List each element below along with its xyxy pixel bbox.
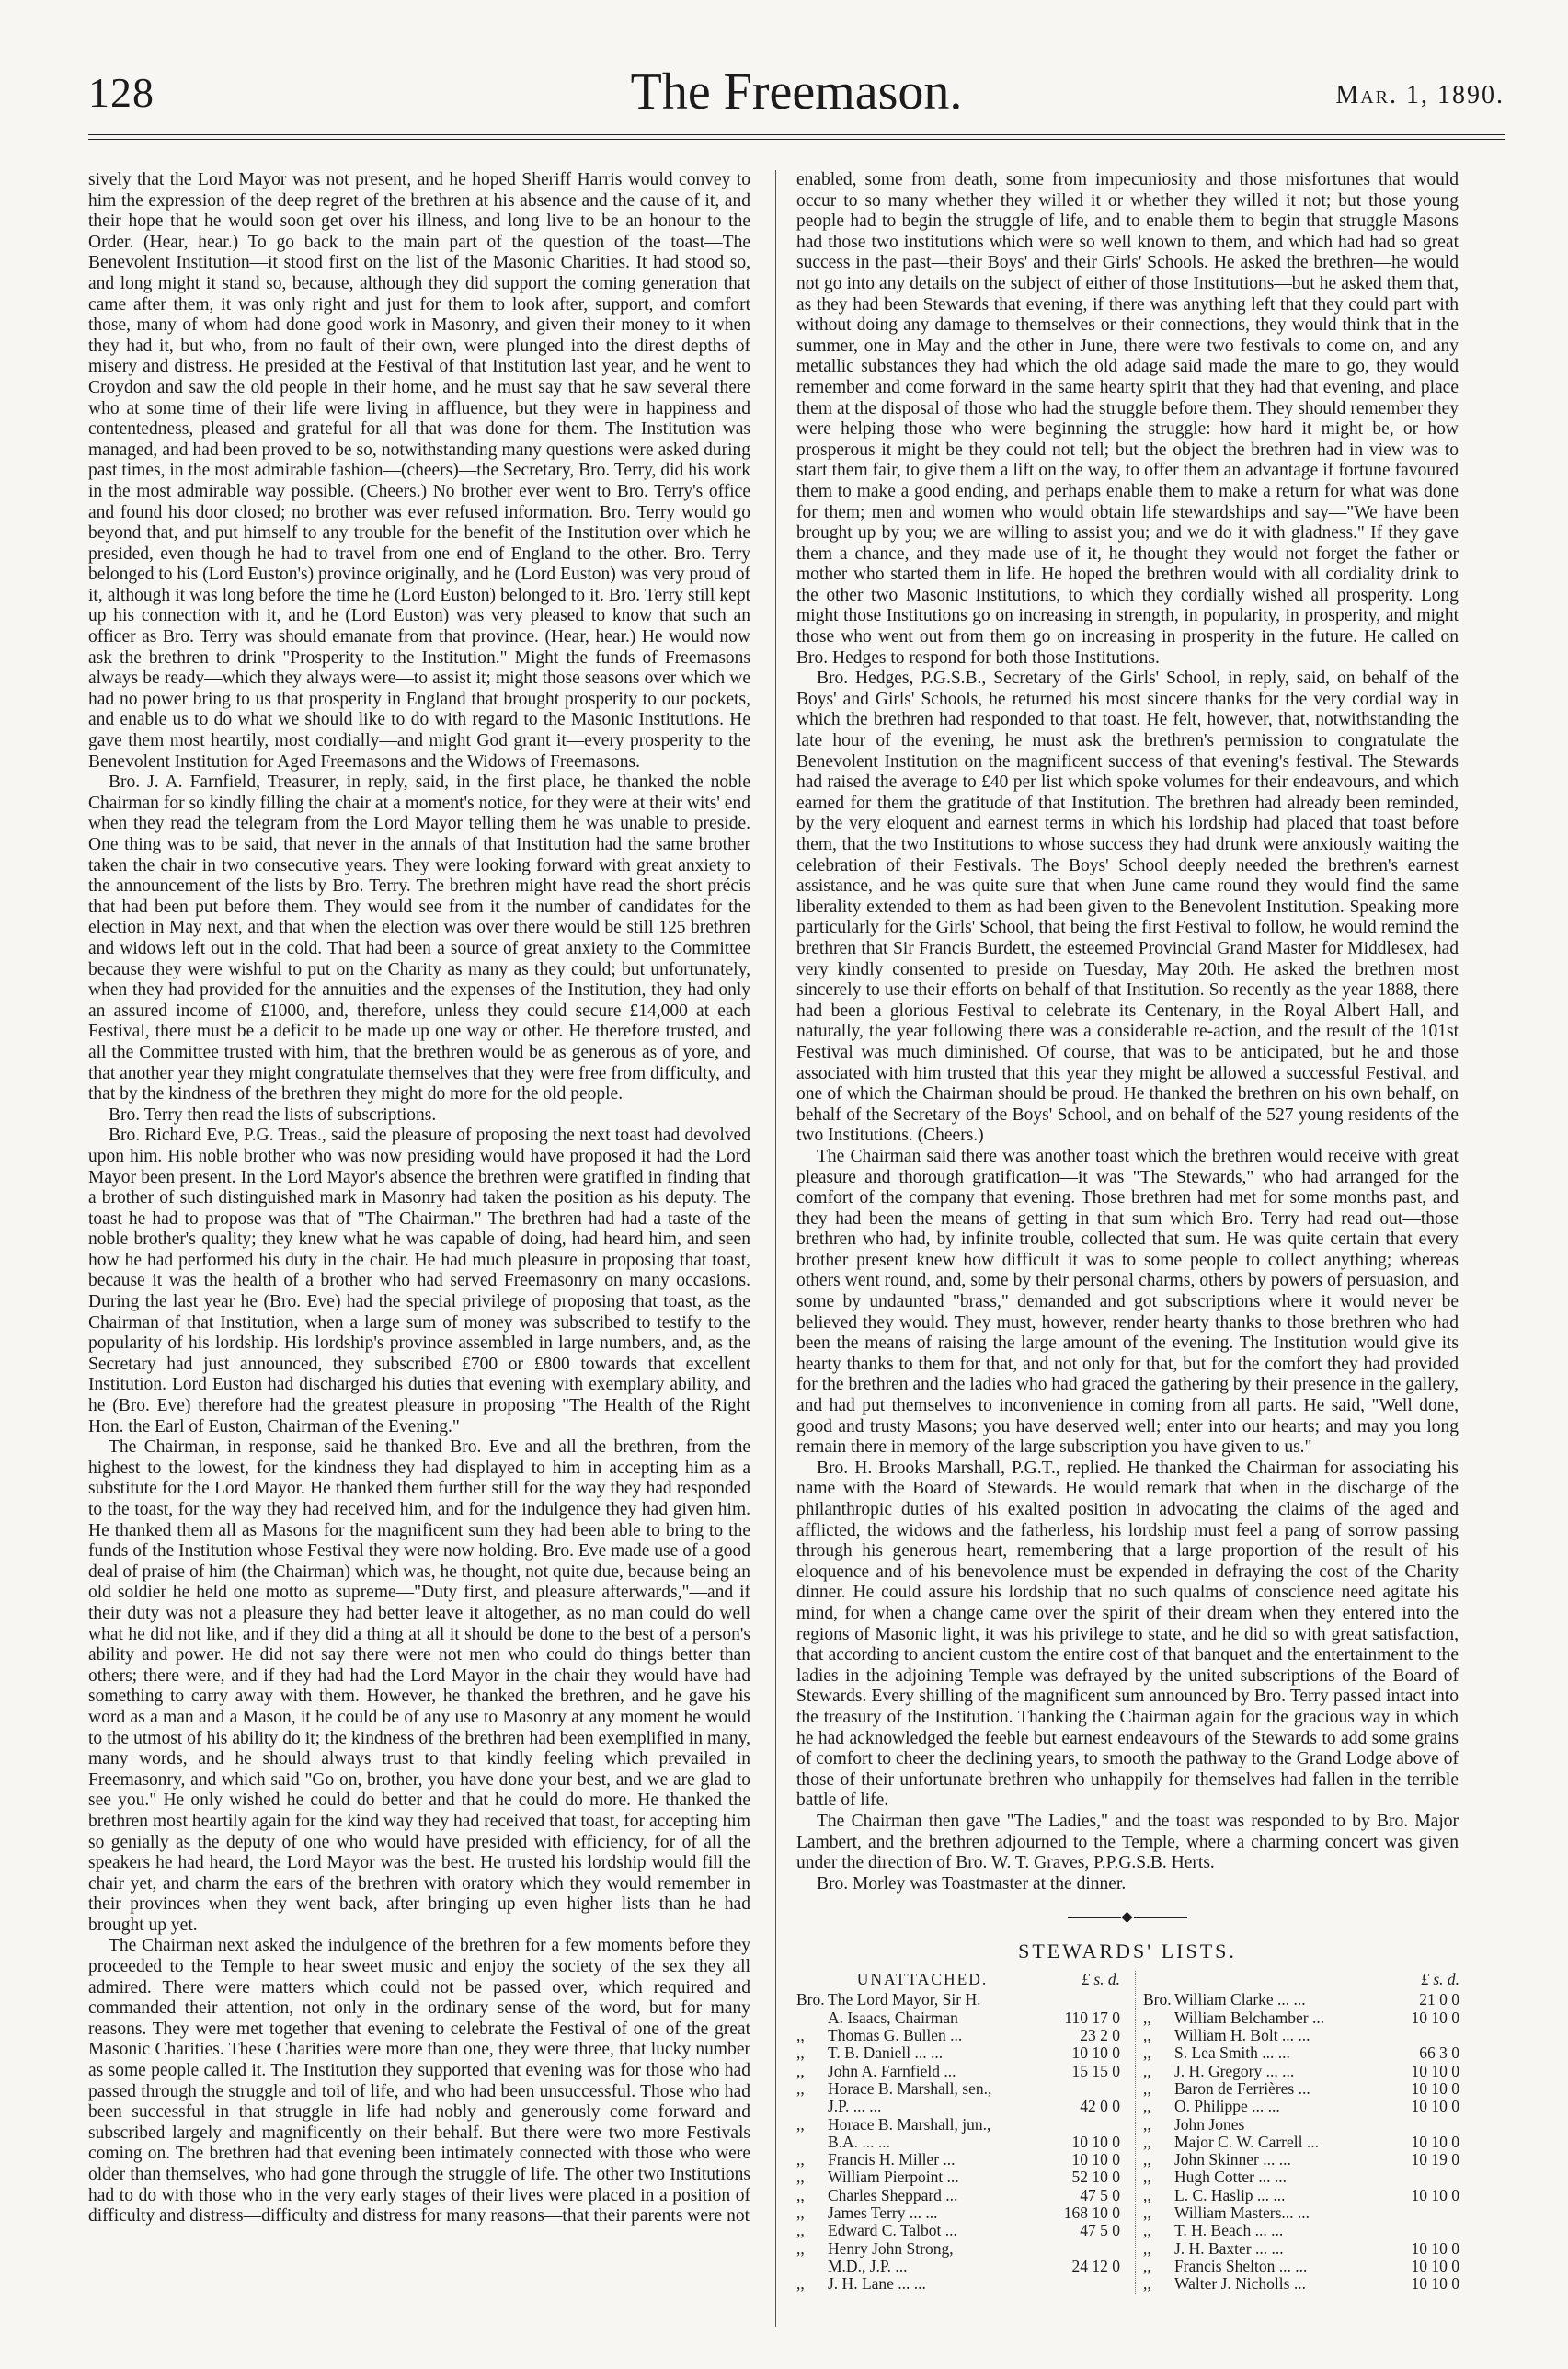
steward-row xyxy=(796,1991,1120,2008)
steward-name: T. B. Daniell ... ... xyxy=(828,2044,944,2063)
steward-amount: 21 0 0 xyxy=(1419,1991,1459,2009)
steward-name: John Jones xyxy=(1174,2115,1245,2134)
steward-name: The Lord Mayor, Sir H. xyxy=(828,1991,981,2009)
steward-prefix: ,, xyxy=(796,2239,805,2258)
steward-amount xyxy=(1379,2027,1459,2044)
steward-amount: 10 10 0 xyxy=(1411,2079,1459,2098)
steward-row xyxy=(796,2275,1120,2293)
steward-name: William Belchamber ... xyxy=(1174,2008,1325,2027)
steward-amount: 10 10 0 xyxy=(1411,2275,1459,2294)
steward-prefix: ,, xyxy=(796,2222,805,2240)
steward-name: Francis Shelton ... ... xyxy=(1174,2257,1308,2275)
steward-name: J. H. Gregory ... ... xyxy=(1174,2062,1295,2080)
steward-prefix: ,, xyxy=(1143,2222,1151,2240)
steward-amount: 15 15 0 xyxy=(1071,2062,1120,2080)
steward-name: M.D., J.P. ... xyxy=(828,2257,908,2275)
steward-amount xyxy=(1039,2240,1120,2258)
steward-row xyxy=(1143,2080,1459,2098)
article-paragraph: The Chairman said there was another toast which the brethren would receive with great pleasure and thorough gratification—it was "The Stewards," who had arranged for the comfort of the company that evening. Those brethren had met for some months past, and they had been the means of getting in that sum which Bro. Terry had read out—those brethren who had, by infinite trouble, collected that sum. He was quite certain that every brother present knew how difficult it was to some people to collect anything; whereas others went round, and, some by their personal charms, others by powers of persuasion, and some by undaunted "brass," demanded and got subscriptions where it would never be believed they would. They must, however, render hearty thanks to those brethren who had been the means of raising the large amount of the evening. The Institution would give its hearty thanks to them for that, and not only for that, but for the comfort they had provided for the brethren and the ladies who had graced the gathering by their presence in the gallery, and had put themselves to inconvenience in coming from all parts. He said, "Well done, good and trusty Masons; you have deserved well; enter into our hearts; and may you long remain there in memory of the large subscription you have given to us." xyxy=(796,1146,1459,1458)
steward-row xyxy=(796,2009,1120,2027)
steward-amount: 42 0 0 xyxy=(1080,2098,1120,2116)
amount-heading: £ s. d. xyxy=(1421,1970,1459,1989)
steward-amount: 110 17 0 xyxy=(1064,2008,1120,2027)
steward-row xyxy=(796,2187,1120,2204)
steward-name: Thomas G. Bullen ... xyxy=(828,2027,963,2045)
steward-prefix: ,, xyxy=(796,2151,805,2169)
right-column xyxy=(796,170,1459,2302)
steward-name: William Clarke ... ... xyxy=(1174,1991,1306,2009)
steward-name: James Terry ... ... xyxy=(828,2204,938,2223)
steward-amount xyxy=(1379,2169,1459,2186)
steward-name: T. H. Beach ... ... xyxy=(1174,2222,1284,2240)
steward-amount xyxy=(1039,2080,1120,2098)
steward-row xyxy=(796,2027,1120,2044)
steward-name: J.P. ... ... xyxy=(828,2098,882,2116)
steward-row xyxy=(1143,2222,1459,2239)
article-paragraph: enabled, some from death, some from impecuniosity and those misfortunes that would occur to so many whether they willed it or whether they willed it not; but those young people had to begin the struggle of life, and to enable them to begin that struggle Masons had those two institutions which were so well known to them, and which had had so great success in the past—their Boys' and their Girls' Schools. He asked the brethren—he would not go into any details on the subject of either of those Institutions—but he asked them that, as they had been Stewards that evening, if there was anything left that they could part with without doing any damage to themselves or their connections, they would think that in the summer, one in May and the other in June, there were two festivals to come on, and any metallic substances they had which the old adage said made the mare to go, they would remember and come forward in the same hearty spirit that they had that evening, and place them at the disposal of those who had the struggle before them. They should remember they were helping those who were beginning the struggle: how hard it might be, or how prosperous it might be they could not tell; but the object the brethren had in view was to start them fair, to give them a lift on the way, to offer them an advantage if fortune favoured them to make a good ending, and perhaps enable them to make a return for what was done for them; men and women who would obtain life stewardships and say—"We have been brought up by you; we are willing to assist you; and we do it with gladness." If they gave them a chance, and they made use of it, he thought they would not forget the father or mother who started them in life. He hoped the brethren would with all cordiality drink to the other two Masonic Institutions, to which they cordially wished all prosperity. Long might those Institutions go on increasing in strength, in popularity, in prosperity, and might those who went out from them go on increasing in prosperity in the future. He called on Bro. Hedges to respond for both those Institutions. xyxy=(796,170,1459,668)
steward-row xyxy=(1143,2134,1459,2151)
steward-row xyxy=(796,2240,1120,2258)
steward-amount: 10 10 0 xyxy=(1071,2151,1120,2169)
steward-row xyxy=(1143,2009,1459,2027)
steward-row xyxy=(796,2169,1120,2186)
steward-row xyxy=(1143,2275,1459,2293)
steward-amount: 10 10 0 xyxy=(1411,2062,1459,2080)
steward-prefix xyxy=(796,2134,828,2151)
stewards-lists xyxy=(796,1971,1459,2302)
steward-prefix: ,, xyxy=(1143,2008,1151,2027)
steward-name: B.A. ... ... xyxy=(828,2133,891,2151)
steward-row xyxy=(1143,2027,1459,2044)
steward-amount: 10 10 0 xyxy=(1071,2044,1120,2063)
stewards-list-left xyxy=(796,1971,1120,2293)
steward-row xyxy=(1143,2151,1459,2169)
steward-amount: 23 2 0 xyxy=(1080,2027,1120,2045)
article-paragraph: Bro. Terry then read the lists of subscriptions. xyxy=(109,1104,437,1125)
steward-prefix: ,, xyxy=(1143,2133,1151,2151)
steward-row xyxy=(1143,2187,1459,2204)
steward-amount: 10 10 0 xyxy=(1411,2133,1459,2151)
steward-name: William H. Bolt ... ... xyxy=(1174,2027,1310,2045)
steward-row xyxy=(796,2134,1120,2151)
steward-prefix: ,, xyxy=(1143,2239,1151,2258)
article-paragraph: Bro. Richard Eve, P.G. Treas., said the pleasure of proposing the next toast had devolved upon him. His noble brother who was now presiding would have proposed it had the Lord Mayor been present. In the Lord Mayor's absence the brethren were gratified in finding that a brother of such distinguished mark in Masonry had taken the position as his deputy. The toast he had to propose was that of "The Chairman." The brethren had had a taste of the noble brother's quality; they knew what he was capable of doing, had heard him, and seen how he had performed his duty in the chair. He had much pleasure in proposing that toast, because it was the health of a brother who had served Freemasonry on many occasions. During the last year he (Bro. Eve) had the special privilege of proposing that toast, as the Chairman of that Institution, when a large sum of money was subscribed to testify to the popularity of his lordship. His lordship's province assembled in large numbers, and, as the Secretary had just announced, they subscribed £700 or £800 towards that excellent Institution. Lord Euston had discharged his duties that evening with exemplary ability, and he (Bro. Eve) therefore had the greatest pleasure in proposing "The Health of the Right Hon. the Earl of Euston, Chairman of the Evening." xyxy=(88,1126,750,1436)
steward-name: Walter J. Nicholls ... xyxy=(1174,2275,1306,2294)
list-heading xyxy=(1143,1971,1459,1991)
steward-row xyxy=(1143,1991,1459,2008)
steward-name: S. Lea Smith ... ... xyxy=(1174,2044,1290,2063)
masthead-rule-top xyxy=(88,134,1505,135)
steward-row xyxy=(1143,2044,1459,2062)
steward-name: Francis H. Miller ... xyxy=(828,2151,956,2169)
steward-prefix: ,, xyxy=(1143,2044,1151,2063)
steward-row xyxy=(1143,2116,1459,2134)
steward-amount: 52 10 0 xyxy=(1071,2169,1120,2187)
steward-name: Horace B. Marshall, jun., xyxy=(828,2115,991,2134)
issue-date: Mar. 1, 1890. xyxy=(1335,81,1505,109)
masthead-rule-bottom xyxy=(88,139,1505,140)
steward-amount xyxy=(1379,2116,1459,2134)
steward-name: Baron de Ferrières ... xyxy=(1174,2079,1310,2098)
article-paragraph: The Chairman, in response, said he thanked Bro. Eve and all the brethren, from the highest to the lowest, for the kindness they had displayed to him in accepting him as a substitute for the Lord Mayor. He thanked them further still for the way they had responded to the toast, for the way they had received him, and for the indulgence they had given him. He thanked them all as Masons for the magnificent sum they had been able to bring to the funds of the Institution whose Festival they were now holding. Bro. Eve made use of a good deal of praise of him (the Chairman) which was, he thought, not quite due, because being an old soldier he held one motto as supreme—"Duty first, and pleasure afterwards,"—and if their duty was not a pleasure they had better leave it altogether, as no man could do well what he did not like, and if they did a thing at all it should be done to the best of a person's ability and power. He did not say there were not men who could do things better than others; there were, and if they had had the Lord Mayor in the chair they would have had something to carry away with them. However, he thanked the brethren, and he gave his word as a man and a Mason, it he could be of any use to Masonry at any moment he would to the utmost of his ability do it; the kindness of the brethren had been exemplified in many, many words, and he should always trust to that kindly feeling which prevailed in Freemasonry, and which said "Go on, brother, you have done your best, and we are glad to see you." He only wished he could do better and that he could do more. He thanked the brethren most heartily again for the kind way they had received that toast, for accepting him so genially as the deputy of one who would have presided with efficiency, for of all the speakers he had heard, the Lord Mayor was the best. He trusted his lordship would fill the chair yet, and charm the ears of the brethren with oratory which they would remember in their provinces when they went back, after bringing up even higher lists than he had brought up yet. xyxy=(88,1437,750,1935)
steward-amount: 168 10 0 xyxy=(1063,2204,1120,2223)
steward-name: L. C. Haslip ... ... xyxy=(1174,2186,1286,2204)
steward-row xyxy=(1143,2258,1459,2275)
steward-row xyxy=(1143,2098,1459,2115)
steward-prefix: ,, xyxy=(796,2079,805,2098)
steward-name: J. H. Lane ... ... xyxy=(828,2275,926,2294)
steward-name: John Skinner ... ... xyxy=(1174,2151,1291,2169)
article-paragraph: Bro. H. Brooks Marshall, P.G.T., replied. He thanked the Chairman for associating his name with the Board of Stewards. He would remark that when in the discharge of the philanthropic duties of his exalted position in advocating the claims of the aged and afflicted, the widows and the fatherless, his lordship must feel a pang of sorrow passing through his generous heart, remembering that a large proportion of the result of his eloquence and of his benevolence must be expended in defraying the cost of the Charity dinner. He could assure his lordship that no such qualms of conscience need agitate his mind, for when a change came over the spirit of their dream when they entered into the regions of Masonic light, it was his privilege to state, and he did so with great satisfaction, that according to ancient custom the entire cost of that banquet and the entertainment to the ladies in the adjoining Temple was defrayed by the united subscriptions of the Board of Stewards. Every shilling of the magnificent sum announced by Bro. Terry passed intact into the treasury of the Institution. Thanking the Chairman again for the gracious way in which he had acknowledged the feeble but earnest endeavours of the Stewards to add some grains of comfort to cheer the declining years, to smooth the pathway to the Grand Lodge above of those of their unfortunate brethren who unhappily for themselves had fallen in the terrible battle of life. xyxy=(796,1458,1459,1811)
steward-row xyxy=(1143,2204,1459,2222)
steward-prefix: ,, xyxy=(796,2169,805,2187)
steward-amount: 47 5 0 xyxy=(1080,2186,1120,2204)
steward-prefix: ,, xyxy=(796,2044,805,2063)
steward-prefix: ,, xyxy=(796,2186,805,2204)
steward-name: J. H. Baxter ... ... xyxy=(1174,2239,1284,2258)
steward-amount: 24 12 0 xyxy=(1071,2257,1120,2275)
steward-amount: 66 3 0 xyxy=(1419,2044,1459,2063)
steward-prefix: ,, xyxy=(796,2115,805,2134)
steward-prefix: ,, xyxy=(1143,2151,1151,2169)
steward-amount: 10 10 0 xyxy=(1411,2239,1459,2258)
unattached-heading: UNATTACHED. xyxy=(856,1970,989,1989)
article-paragraph: Bro. J. A. Farnfield, Treasurer, in reply, said, in the first place, he thanked the noble Chairman for so kindly filling the chair at a moment's notice, for they were at their wits' end when they read the telegram from the Lord Mayor telling them he was unable to preside. One thing was to be said, that never in the annals of that Institution had the same brother taken the chair in two consecutive years. They were looking forward with great anxiety to the announcement of the lists by Bro. Terry. The brethren might have read the short précis that had been put before them. They would see from it the number of candidates for the election in May next, and that when the election was over there would be still 125 brethren and widows left out in the cold. That had been a source of great anxiety to the Committee because they were wishful to put on the Charity as many as they could; but unfortunately, when they had provided for the annuities and the expenses of the Institution, they had only an assured income of £1000, and, therefore, unless they could secure £14,000 at each Festival, there must be a deficit to be made up one way or other. He therefore trusted, and all the Committee trusted with him, that the brethren would be as generous as of yore, and that another year they might congratulate themselves that they were free from difficulty, and that by the kindness of the brethren they might do more for the old people. xyxy=(88,772,750,1104)
steward-amount: 10 10 0 xyxy=(1411,2186,1459,2204)
steward-prefix: ,, xyxy=(1143,2204,1151,2223)
steward-prefix xyxy=(796,2258,828,2275)
diamond-ornament-icon: ◆ xyxy=(1121,1909,1134,1926)
amount-heading: £ s. d. xyxy=(1082,1970,1120,1989)
steward-prefix: ,, xyxy=(1143,2079,1151,2098)
steward-amount xyxy=(1039,1991,1120,2008)
steward-prefix: ,, xyxy=(796,2204,805,2223)
steward-amount: 47 5 0 xyxy=(1080,2222,1120,2240)
steward-prefix: ,, xyxy=(1143,2098,1151,2116)
steward-row xyxy=(796,2222,1120,2239)
steward-row xyxy=(1143,2169,1459,2186)
steward-prefix: ,, xyxy=(1143,2186,1151,2204)
steward-amount: 10 10 0 xyxy=(1411,2098,1459,2116)
steward-name: John A. Farnfield ... xyxy=(828,2062,956,2080)
steward-amount xyxy=(1039,2116,1120,2134)
steward-name: William Masters... ... xyxy=(1174,2204,1310,2223)
steward-row xyxy=(1143,2063,1459,2080)
article-paragraph: The Chairman next asked the indulgence of the brethren for a few moments before they proceeded to the Temple to hear sweet music and enjoy the society of the sex they all admired. There were matters which could not be passed over, which required and commanded their attention, not only in the ordinary sense of the word, but for many reasons. They were met together that evening to celebrate the Festival of one of the great Masonic Charities. These Charities were more than one, they were three, that lucky number as some people called it. The Institution they supported that evening was for those who had passed through the struggle and toil of life, and who had been unsuccessful. Those who had been successful in that struggle in life had nobly and generously come forward and subscribed largely and magnificently on their behalf. But there were two more Festivals coming on. The brethren had that evening been intimately connected with those who were older than themselves, who had gone through the struggle of life. The other two Institutions had to do with those who in the very early stages of their lives were placed in a position of difficulty and distress—difficulty and distress for many reasons—that their parents were not xyxy=(88,1936,750,2226)
section-divider xyxy=(796,1907,1459,1928)
steward-row xyxy=(796,2044,1120,2062)
steward-row xyxy=(796,2151,1120,2169)
steward-amount xyxy=(1379,2204,1459,2222)
steward-name: A. Isaacs, Chairman xyxy=(828,2008,958,2027)
column-divider xyxy=(775,170,776,2327)
article-paragraph: sively that the Lord Mayor was not present, and he hoped Sheriff Harris would convey to him the expression of the deep regret of the brethren at his absence and the cause of it, and their hope that he would soon get over his illness, and long live to be an honour to the Order. (Hear, hear.) To go back to the main part of the question of the toast—The Benevolent Institution—it stood first on the list of the Masonic Charities. It had stood so, and long might it stand so, because, although they did support the coming generation that came after them, it was only right and just for them to look after, support, and comfort those, many of whom had done good work in Masonry, and given their money to it when they had it, but who, from no fault of their own, were plunged into the direst depths of misery and distress. He presided at the Festival of that Institution last year, and he went to Croydon and saw the old people in their home, and he must say that he saw several there who at some time of their life were living in affluence, but they were in happiness and contentedness, pleased and grateful for all that was done for them. The Institution was managed, and had been proved to be so, notwithstanding many questions were asked during past times, in the most admirable fashion—(cheers)—the Secretary, Bro. Terry, did his work in the most admirable way possible. (Cheers.) No brother ever went to Bro. Terry's office and found his door closed; no brother was ever refused information. Bro. Terry would go beyond that, and put himself to any trouble for the benefit of the Institution over which he presided, even though he had to travel from one end of England to the other. Bro. Terry belonged to his (Lord Euston's) province originally, and he (Lord Euston) was very proud of it, although it was long before the time he (Lord Euston) belonged to it. Bro. Terry still kept up his connection with it, and he (Lord Euston) was very pleased to know that such an officer as Bro. Terry was should emanate from that province. (Hear, hear.) He would now ask the brethren to drink "Prosperity to the Institution." Might the funds of Freemasons always be ready—which they always were—to assist it; might those seasons over which we had no power bring to us that prosperity in England that brought prosperity to our pockets, and enable us to do what we should like to do with regard to the Masonic Institutions. He gave them most heartily, most cordially—and might God grant it—every prosperity to the Benevolent Institution for Aged Freemasons and the Widows of Freemasons. xyxy=(88,170,750,772)
steward-amount xyxy=(1379,2222,1459,2239)
steward-amount: 10 19 0 xyxy=(1411,2151,1459,2169)
steward-name: Charles Sheppard ... xyxy=(828,2186,958,2204)
steward-prefix: ,, xyxy=(796,2275,805,2294)
stewards-lists-title: STEWARDS' LISTS. xyxy=(1018,1939,1237,1963)
steward-prefix: ,, xyxy=(1143,2062,1151,2080)
steward-prefix: ,, xyxy=(796,2027,805,2045)
steward-row xyxy=(796,2063,1120,2080)
paper-title: The Freemason. xyxy=(630,63,963,120)
steward-prefix xyxy=(796,2098,828,2115)
steward-prefix: ,, xyxy=(1143,2257,1151,2275)
steward-row xyxy=(796,2080,1120,2098)
steward-name: William Pierpoint ... xyxy=(828,2169,959,2187)
steward-row xyxy=(796,2204,1120,2222)
steward-prefix: Bro. xyxy=(1143,1991,1172,2009)
steward-prefix: Bro. xyxy=(796,1991,825,2009)
steward-name: Horace B. Marshall, sen., xyxy=(828,2079,992,2098)
steward-name: Edward C. Talbot ... xyxy=(828,2222,957,2240)
article-paragraph: Bro. Hedges, P.G.S.B., Secretary of the Girls' School, in reply, said, on behalf of the Boys' and Girls' Schools, he returned his most sincere thanks for the very cordial way in which the brethren had responded to that toast. He felt, however, that, notwithstanding the late hour of the evening, he must ask the brethren's permission to congratulate the Benevolent Institution on the magnificent success of that evening's festival. The Stewards had raised the average to £40 per list which spoke volumes for their endeavours, and which earned for them the gratitude of that Institution. The brethren had already been reminded, by the very eloquent and earnest terms in which his lordship had placed that toast before them, that the two Institutions to whose success they had drunk were anxiously waiting the celebration of their Festivals. The Boys' School deeply needed the brethren's earnest assistance, and he was quite sure that when June came round they would find the same liberality extended to them as had been given to the Benevolent Institution. Speaking more particularly for the Girls' School, that being the first Festival to follow, he would remind the brethren that Sir Francis Burdett, the esteemed Provincial Grand Master for Middlesex, had very kindly consented to preside on Tuesday, May 20th. He asked the brethren most sincerely to use their efforts on behalf of that Institution. So recently as the year 1888, there had been a glorious Festival to celebrate its Centenary, in the Royal Albert Hall, and naturally, the year following there was a considerable re-action, and the result of the 101st Festival was much diminished. Of course, that was to be anticipated, but he and those associated with him trusted that this year they might be allowed a successful Festival, and one of which the Chairman should be proud. He thanked the brethren on his own behalf, on behalf of the Secretary of the Boys' School, and on behalf of the 527 young residents of the two Institutions. (Cheers.) xyxy=(796,669,1459,1146)
steward-prefix xyxy=(796,2009,828,2027)
steward-row xyxy=(796,2098,1120,2115)
steward-row xyxy=(1143,2240,1459,2258)
left-column xyxy=(88,170,750,2227)
steward-prefix: ,, xyxy=(1143,2027,1151,2045)
page-number: 128 xyxy=(88,69,155,116)
steward-prefix: ,, xyxy=(1143,2169,1151,2187)
article-paragraph: Bro. Morley was Toastmaster at the dinner. xyxy=(817,1873,1127,1894)
steward-row xyxy=(796,2258,1120,2275)
steward-name: Henry John Strong, xyxy=(828,2239,954,2258)
steward-amount: 10 10 0 xyxy=(1071,2133,1120,2151)
steward-amount xyxy=(1039,2275,1120,2293)
steward-amount: 10 10 0 xyxy=(1411,2257,1459,2275)
article-paragraph: The Chairman then gave "The Ladies," and the toast was responded to by Bro. Major Lambert, and the brethren adjourned to the Temple, where a charming concert was given under the direction of Bro. W. T. Graves, P.P.G.S.B. Herts. xyxy=(796,1811,1459,1873)
steward-amount: 10 10 0 xyxy=(1411,2008,1459,2027)
steward-prefix: ,, xyxy=(1143,2275,1151,2294)
steward-name: Major C. W. Carrell ... xyxy=(1174,2133,1319,2151)
masthead xyxy=(88,61,1505,125)
steward-row xyxy=(796,2116,1120,2134)
steward-prefix: ,, xyxy=(796,2062,805,2080)
steward-name: O. Philippe ... ... xyxy=(1174,2098,1280,2116)
steward-prefix: ,, xyxy=(1143,2115,1151,2134)
list-heading xyxy=(796,1971,1120,1991)
steward-name: Hugh Cotter ... ... xyxy=(1174,2169,1288,2187)
stewards-list-right xyxy=(1135,1971,1459,2293)
